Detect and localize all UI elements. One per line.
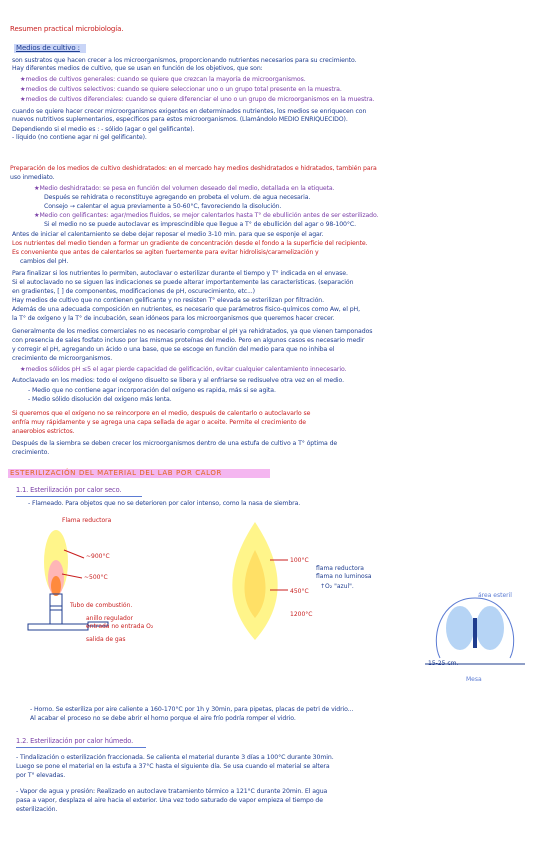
distance-label: 15-25 cm. (428, 660, 459, 667)
combustion-tube (50, 594, 62, 624)
s2-line: Además de una adecuada composición en nutrientes, es necesario que parámetros fisico-químicos como Aw, el pH, (12, 306, 360, 313)
underline (16, 747, 146, 748)
ring-label: anillo regulador (86, 615, 133, 622)
s1-line: ★medios de cultivos diferenciales: cuando se quiere diferenciar el uno o un grupo de microorganismos en la muestra. (20, 96, 375, 103)
s2-line: - Medio que no contiene agar incorporación del oxígeno es rapida, más si se agita. (28, 387, 276, 394)
s2-line: Si el medio no se puede autoclavar es imprescindible que llegue a T° de ebullición del agar o 98-100°C. (44, 221, 356, 228)
flameado-text: - Flameado. Para objetos que no se deterioren por calor intenso, como la nasa de siembra. (28, 500, 301, 507)
s2-line: ★Medio deshidratado: se pesa en función del volumen deseado del medio, detallada en la etiqueta. (34, 185, 335, 192)
s2-line: cambios del pH. (20, 258, 69, 265)
flame-no-luminosa-label: flama no luminosa (316, 573, 372, 580)
s2-line: Hay medios de cultivo que no contienen gelificante y no resisten T° elevada se esterilizan por filtración. (12, 297, 324, 304)
s1-line: Dependiendo si el medio es : - sólido (agar o gel gelificante). (12, 126, 195, 133)
s2-line: uso inmediato. (10, 174, 55, 181)
s2-line: Si el autoclavado no se siguen las indicaciones se puede alterar importantemente las características. (separación (12, 279, 354, 286)
horno-line: - Horno. Se esteriliza por aire caliente a 160-170°C por 1h y 30min, para pipetas, placas de petri de vidrio... (30, 706, 354, 713)
ring-label-2: entrada no entrada O₂ (86, 623, 154, 630)
humedo-line: Luego se pone el material en la estufa a 37°C hasta el siguiente día. Se usa cuando el material se altera (16, 763, 330, 770)
zone-right (476, 606, 504, 650)
s2-line: con presencia de sales fosfato incluso por las mismas proteínas del medio. Pero en algunos casos es necesario medir (12, 337, 365, 344)
s2-line: crecimiento. (12, 449, 50, 456)
s2-line: Generalmente de los medios comerciales no es necesario comprobar el pH ya rehidratados, ya que vienen tamponados (12, 328, 373, 335)
flame-reductora-label-2: flama reductora (316, 565, 364, 572)
humedo-line: - Vapor de agua y presión: Realizado en autoclave tratamiento térmico a 121°C durante 20min. El agua (16, 788, 328, 795)
humedo-line: esterilización. (16, 806, 58, 813)
temp-1200-label: 1200°C (290, 611, 313, 618)
burner-base (28, 624, 88, 630)
underline (16, 496, 142, 497)
s1-line: cuando se quiere hacer crecer microorganismos exigentes en determinados nutrientes, los medios se enriquecen con (12, 108, 367, 115)
temp-450-label: 450°C (290, 588, 309, 595)
subheading-wet-heat: 1.2. Esterilización por calor húmedo. (16, 737, 134, 745)
horno-line: Al acabar el proceso no se debe abrir el horno porque el aire frío podría romper el vidrio. (30, 715, 296, 722)
table-label: Mesa (466, 676, 482, 683)
tube-label: Tubo de combustión. (70, 602, 133, 609)
s1-line: nuevos nutritivos suplementarios, específicos para estos microorganismos. (Llamándolo MEDIO ENRIQUECIDO). (12, 116, 348, 123)
humedo-line: - Tindalización o esterilización fraccionada. Se calienta el material durante 3 días a 100°C durante 30min. (16, 754, 334, 761)
flame-core (51, 576, 61, 596)
s1-line: ★medios de cultivos generales: cuando se quiere que crezcan la mayoría de microorganismos. (20, 76, 306, 83)
s2-line: Consejo → calentar el agua previamente a 50-60°C, favoreciendo la disolución. (44, 203, 282, 210)
s2-line: Los nutrientes del medio tienden a formar un gradiente de concentración desde el fondo a la superficie del recipiente. (12, 240, 368, 247)
page-title: Resumen practical microbiología. (10, 25, 124, 33)
s2-line: ★medios sólidos pH ≤5 el agar pierde capacidad de gelificación, evitar cualquier calentamiento innecesario. (20, 366, 347, 373)
s2-line: anaerobios estrictos. (12, 428, 75, 435)
s2-line: la T° de oxígeno y la T° de incubación, sean idóneos para los microorganismos que queremos hacer crecer. (12, 315, 335, 322)
s2-line: - Medio sólido disolución del oxígeno más lenta. (28, 396, 172, 403)
flame-zones-diagram (210, 520, 300, 650)
gas-label: salida de gas (86, 636, 126, 643)
sterile-area-label: área esteril (478, 592, 512, 599)
o2-label: ↑O₂ "azul". (320, 583, 354, 590)
humedo-line: pasa a vapor, desplaza el aire hacia el exterior. Una vez todo saturado de vapor empieza el tiempo de (16, 797, 323, 804)
s2-line: y corregir el pH, agregando un ácido o una base, que se escoge en función del medio para que no inhiba el (12, 346, 335, 353)
temp-500-label: ~500°C (84, 574, 108, 581)
s2-line: Después se rehidrata o reconstituye agregando en probeta el volum. de agua necesaria. (44, 194, 311, 201)
temp-100-label: 100°C (290, 557, 309, 564)
s2-line: Preparación de los medios de cultivo deshidratados: en el mercado hay medios deshidratados e hidratados, también para (10, 165, 377, 172)
s2-line: crecimiento de microorganismos. (12, 355, 113, 362)
section1-heading: Medios de cultivo : (16, 44, 80, 52)
humedo-line: por T° elevadas. (16, 772, 66, 779)
s2-line: en gradientes, [ ] de componentes, modificaciones de pH, oscurecimiento, etc...) (12, 288, 255, 295)
s2-line: Si queremos que el oxígeno no se reincorpore en el medio, después de calentarlo o autoclavarlo se (12, 410, 311, 417)
flame-reductora-label: Flama reductora (62, 517, 112, 524)
section3-heading: ESTERILIZACIÓN DEL MATERIAL DEL LAB POR CALOR (10, 469, 222, 477)
s2-line: Es conveniente que antes de calentarlos se agiten fuertemente para evitar hidrolisis/caramelización y (12, 249, 319, 256)
temp-900-label: ~900°C (86, 553, 110, 560)
subheading-dry-heat: 1.1. Esterilización por calor seco. (16, 486, 122, 494)
s2-line: Después de la siembra se deben crecer los microorganismos dentro de una estufa de cultivo a T° óptima de (12, 440, 338, 447)
burner-icon (473, 618, 477, 648)
s1-line: Hay diferentes medios de cultivo, que se usan en función de los objetivos, que son: (12, 65, 263, 72)
s2-line: Autoclavado en los medios: todo el oxígeno disuelto se libera y al enfriarse se redisuelve otra vez en el medio. (12, 377, 344, 384)
zone-left (446, 606, 474, 650)
s1-line: ★medios de cultivos selectivos: cuando se quiere seleccionar uno o un grupo total presente en la muestra. (20, 86, 342, 93)
s2-line: Para finalizar si los nutrientes lo permiten, autoclavar o esterilizar durante el tiempo y T° indicada en el envase. (12, 270, 348, 277)
s2-line: enfría muy rápidamente y se agrega una capa sellada de agar o aceite. Permite el crecimiento de (12, 419, 307, 426)
s1-line: - líquido (no contiene agar ni gel gelificante). (12, 134, 147, 141)
s2-line: ★Medio con gelificantes: agar/medios fluidos, se mejor calentarlos hasta T° de ebullición antes de ser esterilizado. (34, 212, 379, 219)
s2-line: Antes de iniciar el calentamiento se debe dejar reposar el medio 3-10 min. para que se esponje el agar. (12, 231, 324, 238)
s1-line: son sustratos que hacen crecer a los microorganismos, proporcionando nutrientes necesarios para su crecimiento. (12, 57, 357, 64)
